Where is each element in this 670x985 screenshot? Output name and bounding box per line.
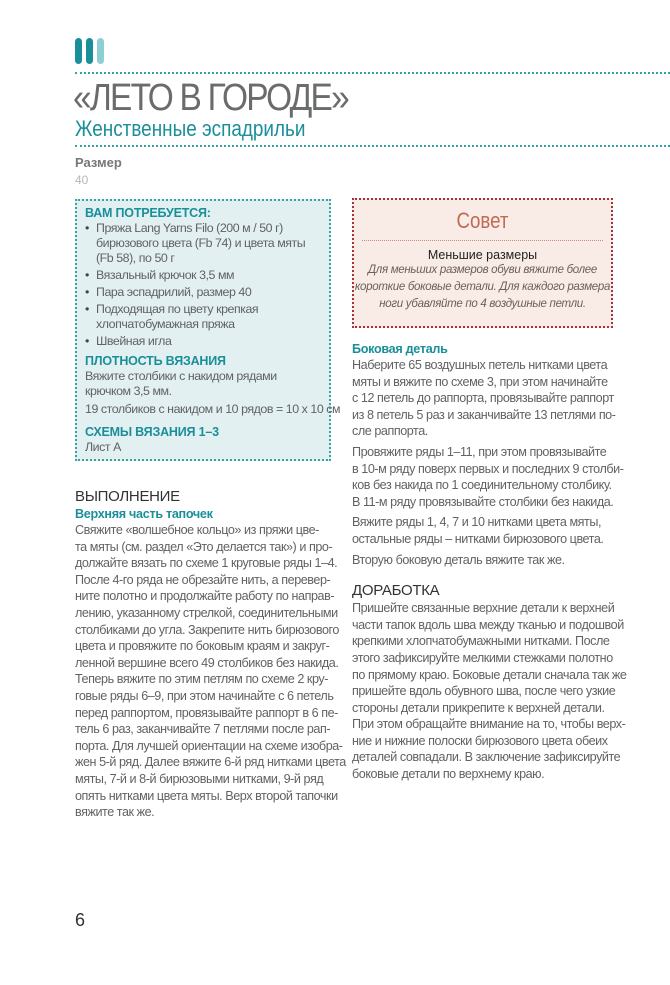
gauge-text: 19 столбиков с накидом и 10 рядов = 10 х 10 см — [85, 402, 341, 416]
side-part-text — [352, 357, 626, 568]
paragraph: Вяжите ряды 1, 4, 7 и 10 нитками цвета мяты, остальные ряды – нитками бирюзового цвета. — [352, 515, 604, 546]
gauge-heading: ПЛОТНОСТЬ ВЯЗАНИЯ — [85, 354, 226, 368]
header-divider — [75, 72, 670, 74]
charts-heading: СХЕМЫ ВЯЗАНИЯ 1–3 — [85, 425, 219, 439]
size-label: Размер — [75, 155, 122, 170]
finishing-text: Пришейте связанные верхние детали к верхней части тапок вдоль шва между тканью и подошвой крепкими хлопчатобумажными нитками. После этого зафиксируйте мелкими стежками полотно по прямому краю. Боковые детали сначала так же пришейте вдоль обувного шва, после чего узкие стороны детали прикрепите к верхней детали. При этом обращайте внимание на то, чтобы верх- ние и нижние полоски бирюзового цвета обеих деталей совпадали. В заключение зафиксируйте боковые детали по верхнему краю. — [352, 601, 627, 782]
paragraph: Наберите 65 воздушных петель нитками цвета мяты и вяжите по схеме 3, при этом начинайте с 12 петель до раппорта, провязывайте раппорт из 8 петель 5 раз и заканчивайте 13 петлями по- сле раппорта. — [352, 358, 616, 439]
paragraph: Вторую боковую деталь вяжите так же. — [352, 552, 565, 567]
tip-text: Для меньших размеров обуви вяжите более короткие боковые детали. Для каждого размера ноги убавляйте по 4 воздушные петли. — [354, 264, 611, 310]
execution-text: Свяжите «волшебное кольцо» из пряжи цве- та мяты (см. раздел «Это делается так») и про- должайте вязать по схеме 1 круговые ряды 1–4. После 4-го ряда не обрезайте нить, а перевер- ните полотно и продолжайте работу по направ- лению, указанному стрелкой, соединительными столбиками до угла. Закрепите нить бирюзового цвета и провяжите по боковым краям и закруг- ленной вершине всего 49 столбиков без накида. Теперь вяжите по этим петлям по схеме 2 кру- говые ряды 6–9, при этом начинайте с 6 петель перед раппортом, провязывайте раппорт в 6 пе- тель 6 раз, заканчивайте 7 петлями после рап- порта. Для лучшей ориентации на схеме изобра- жен 5-й ряд. Далее вяжите 6-й ряд нитками цвета мяты, 7-й и 8-й бирюзовыми нитками, 9-й ряд опять нитками цвета мяты. Верх второй тапочки вяжите так же. — [75, 523, 346, 820]
list-item: • Подходящая по цвету крепкая хлопчатобумажная пряжа — [85, 302, 329, 332]
size-value: 40 — [75, 173, 89, 187]
tip-heading: Меньшие размеры — [427, 248, 538, 262]
tip-box — [352, 198, 613, 328]
side-part-subheading: Боковая деталь — [352, 342, 448, 356]
charts-text: Лист А — [85, 440, 121, 454]
right-column — [352, 341, 626, 783]
page-title: «ЛЕТО В ГОРОДЕ» — [73, 77, 348, 119]
materials-heading: ВАМ ПОТРЕБУЕТСЯ: — [85, 206, 211, 220]
list-item: • Пряжа Lang Yarns Filo (200 м / 50 г) бирюзового цвета (Fb 74) и цвета мяты (Fb 58), по 50 г — [85, 221, 329, 266]
execution-section — [75, 488, 346, 821]
paragraph: Провяжите ряды 1–11, при этом провязывайте в 10-м ряду поверх первых и последних 9 столби- ков без накида по 1 соединительному столбику. В 11-м ряду провязывайте столбики без накида. — [352, 444, 624, 509]
finishing-heading: ДОРАБОТКА — [352, 582, 440, 600]
tip-divider — [362, 240, 603, 241]
three-bars-icon — [75, 38, 105, 64]
page-number: 6 — [75, 910, 86, 930]
materials-box — [75, 199, 341, 461]
list-item: • Вязальный крючок 3,5 мм — [85, 268, 329, 283]
page-subtitle: Женственные эспадрильи — [75, 116, 306, 141]
list-item: • Швейная игла — [85, 334, 329, 349]
gauge-text: Вяжите столбики с накидом рядами крючком 3,5 мм. — [85, 369, 277, 398]
execution-subheading: Верхняя часть тапочек — [75, 507, 213, 521]
materials-list — [85, 221, 329, 349]
list-item: • Пара эспадрилий, размер 40 — [85, 285, 329, 300]
execution-heading: ВЫПОЛНЕНИЕ — [75, 488, 180, 505]
tip-title: Совет — [456, 208, 509, 233]
subtitle-divider — [75, 145, 670, 147]
